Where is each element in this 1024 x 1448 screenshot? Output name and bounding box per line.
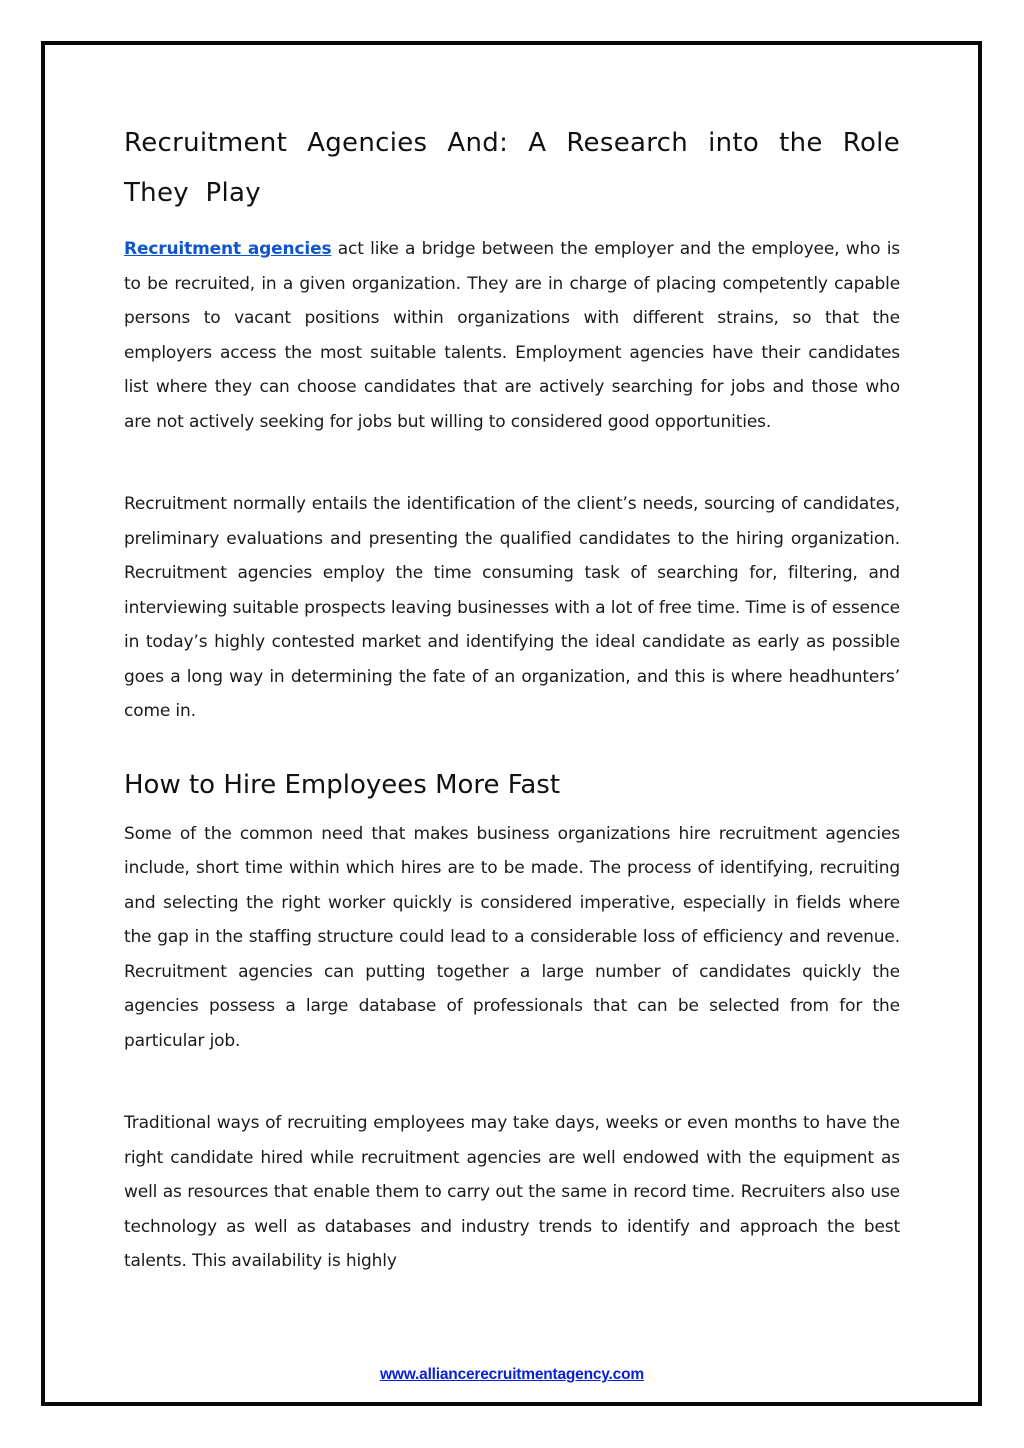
intro-paragraph-text: act like a bridge between the employer and the employee, who is to be recruited, in a given organization. They are in charge of placing competently capable persons to vacant positions within organizations with different strains, so that the employers access the most suitable talents. Employment agencies have their candidates list where they can choose candidates that are actively searching for jobs and those who are not actively seeking for jobs but willing to considered good opportunities. [124, 239, 900, 432]
page-title [124, 118, 900, 218]
recruitment-agencies-link[interactable]: Recruitment agencies [124, 239, 332, 259]
page-title-line-1: Recruitment Agencies And: A Research into the Role [124, 128, 900, 158]
intro-paragraph [124, 232, 900, 439]
recruitment-process-paragraph: Recruitment normally entails the identification of the client’s needs, sourcing of candidates, preliminary evaluations and presenting the qualified candidates to the hiring organization. Recruitment agencies employ the time consuming task of searching for, filtering, and interviewing suitable prospects leaving businesses with a lot of free time. Time is of essence in today’s highly contested market and identifying the ideal candidate as early as possible goes a long way in determining the fate of an organization, and this is where headhunters’ come in. [124, 494, 900, 721]
traditional-recruiting-paragraph: Traditional ways of recruiting employees may take days, weeks or even months to have the right candidate hired while recruitment agencies are well endowed with the equipment as well as resources that enable them to carry out the same in record time. Recruiters also use technology as well as databases and industry trends to identify and approach the best talents. This availability is highly [124, 1113, 900, 1271]
page-title-line-2: They Play [124, 178, 261, 208]
section-heading: How to Hire Employees More Fast [124, 769, 561, 800]
footer-website-link[interactable]: www.alliancerecruitmentagency.com [380, 1366, 644, 1383]
document-body [124, 118, 900, 1279]
hiring-need-paragraph: Some of the common need that makes business organizations hire recruitment agencies include, short time within which hires are to be made. The process of identifying, recruiting and selecting the right worker quickly is considered imperative, especially in fields where the gap in the staffing structure could lead to a considerable loss of efficiency and revenue. Recruitment agencies can putting together a large number of candidates quickly the agencies possess a large database of professionals that can be selected from for the particular job. [124, 823, 900, 1051]
